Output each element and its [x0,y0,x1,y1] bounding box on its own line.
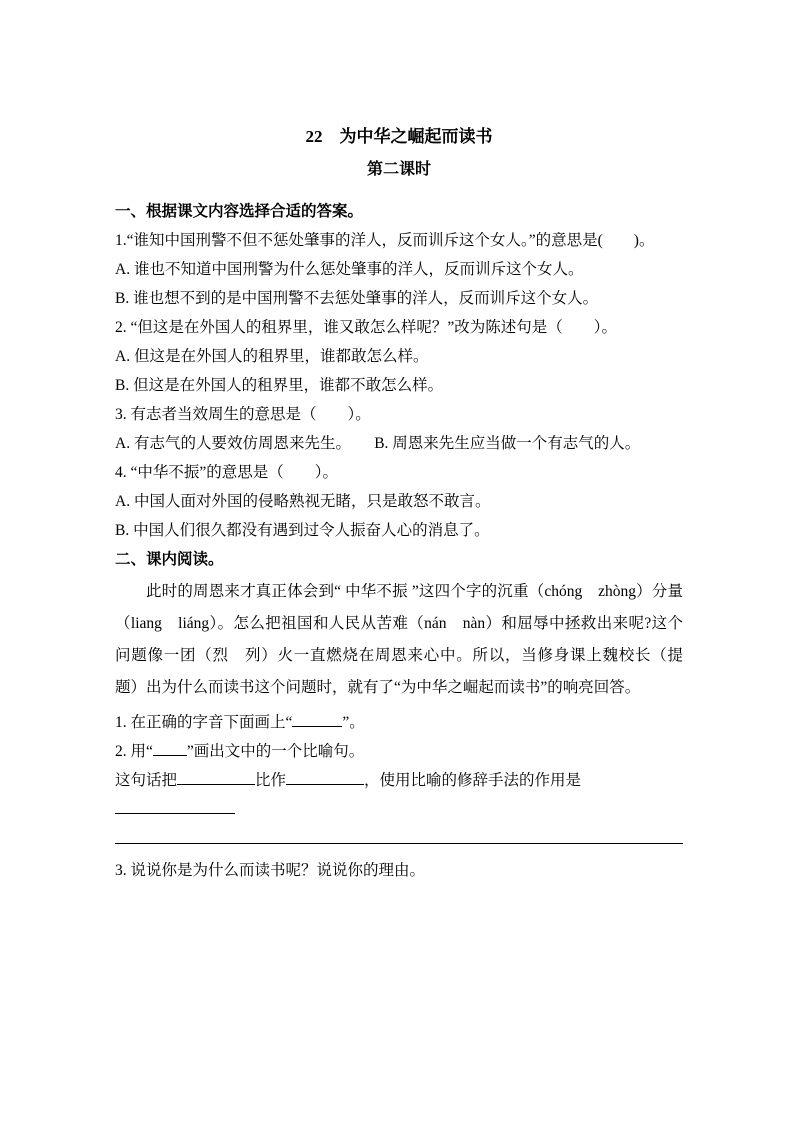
reading-passage: 此时的周恩来才真正体会到“ 中华不振 ”这四个字的沉重（chóng zhòng）分量（liang liáng）。怎么把祖国和人民从苦难（nán nàn）和屈辱中拯救出来呢?这个问题像一团（烈 列）火一直燃烧在周恩来心中。所以，当修身课上魏校长（提 题）出为什么而读书这个问题时，就有了“为中华之崛起而读书”的响亮回答。 [115,583,699,696]
blank-line [292,711,342,727]
q2-option-a: A. 但这是在外国人的租界里，谁都敢怎么样。 [115,348,429,365]
reading-q1-prefix: 1. 在正确的字音下面画上“ [115,714,293,731]
q2-option-b: B. 但这是在外国人的租界里，谁都不敢怎么样。 [115,377,444,394]
reading-q2 [115,737,683,766]
reading-q2-answer [115,766,683,824]
q4-stem: 4. “中华不振”的意思是（ ）。 [115,464,339,481]
reading-q1-suffix: ”。 [342,714,365,731]
reading-q2-prefix: 2. 用“ [115,743,153,760]
q1-option-b: B. 谁也想不到的是中国刑警不去惩处肇事的洋人，反而训斥这个女人。 [115,290,599,307]
answer-continuation-line [115,843,683,844]
reading-q1 [115,708,683,737]
q1-option-a: A. 谁也不知道中国刑警为什么惩处肇事的洋人，反而训斥这个女人。 [115,261,584,278]
blank-line [115,798,235,814]
answer-part-3: ，使用比喻的修辞手法的作用是 [364,772,582,789]
q4-option-a: A. 中国人面对外国的侵略熟视无睹，只是敢怒不敢言。 [115,493,491,510]
q4-option-b: B. 中国人们很久都没有遇到过令人振奋人心的消息了。 [115,522,490,539]
q2-stem: 2. “但这是在外国人的租界里，谁又敢怎么样呢？”改为陈述句是（ ）。 [115,319,618,336]
q3-options: A. 有志气的人要效仿周恩来先生。 B. 周恩来先生应当做一个有志气的人。 [115,435,641,452]
worksheet-content [115,197,699,885]
blank-line [153,740,187,756]
q3-stem: 3. 有志者当效周生的意思是（ ）。 [115,406,371,423]
lesson-subtitle: 第二课时 [366,161,431,178]
section-one-heading: 一、根据课文内容选择合适的答案。 [115,203,364,220]
blank-line [177,769,255,785]
reading-q2-suffix: ”画出文中的一个比喻句。 [186,743,365,760]
reading-q3: 3. 说说你是为什么而读书呢？说说你的理由。 [115,862,426,879]
page-title: 22 为中华之崛起而读书 [305,127,493,146]
blank-line [286,769,364,785]
q1-stem: 1.“谁知中国刑警不但不惩处肇事的洋人，反而训斥这个女人。”的意思是( )。 [115,232,655,249]
section-two-heading: 二、课内阅读。 [115,551,224,568]
answer-part-1: 这句话把 [115,772,178,789]
answer-part-2: 比作 [255,772,287,789]
